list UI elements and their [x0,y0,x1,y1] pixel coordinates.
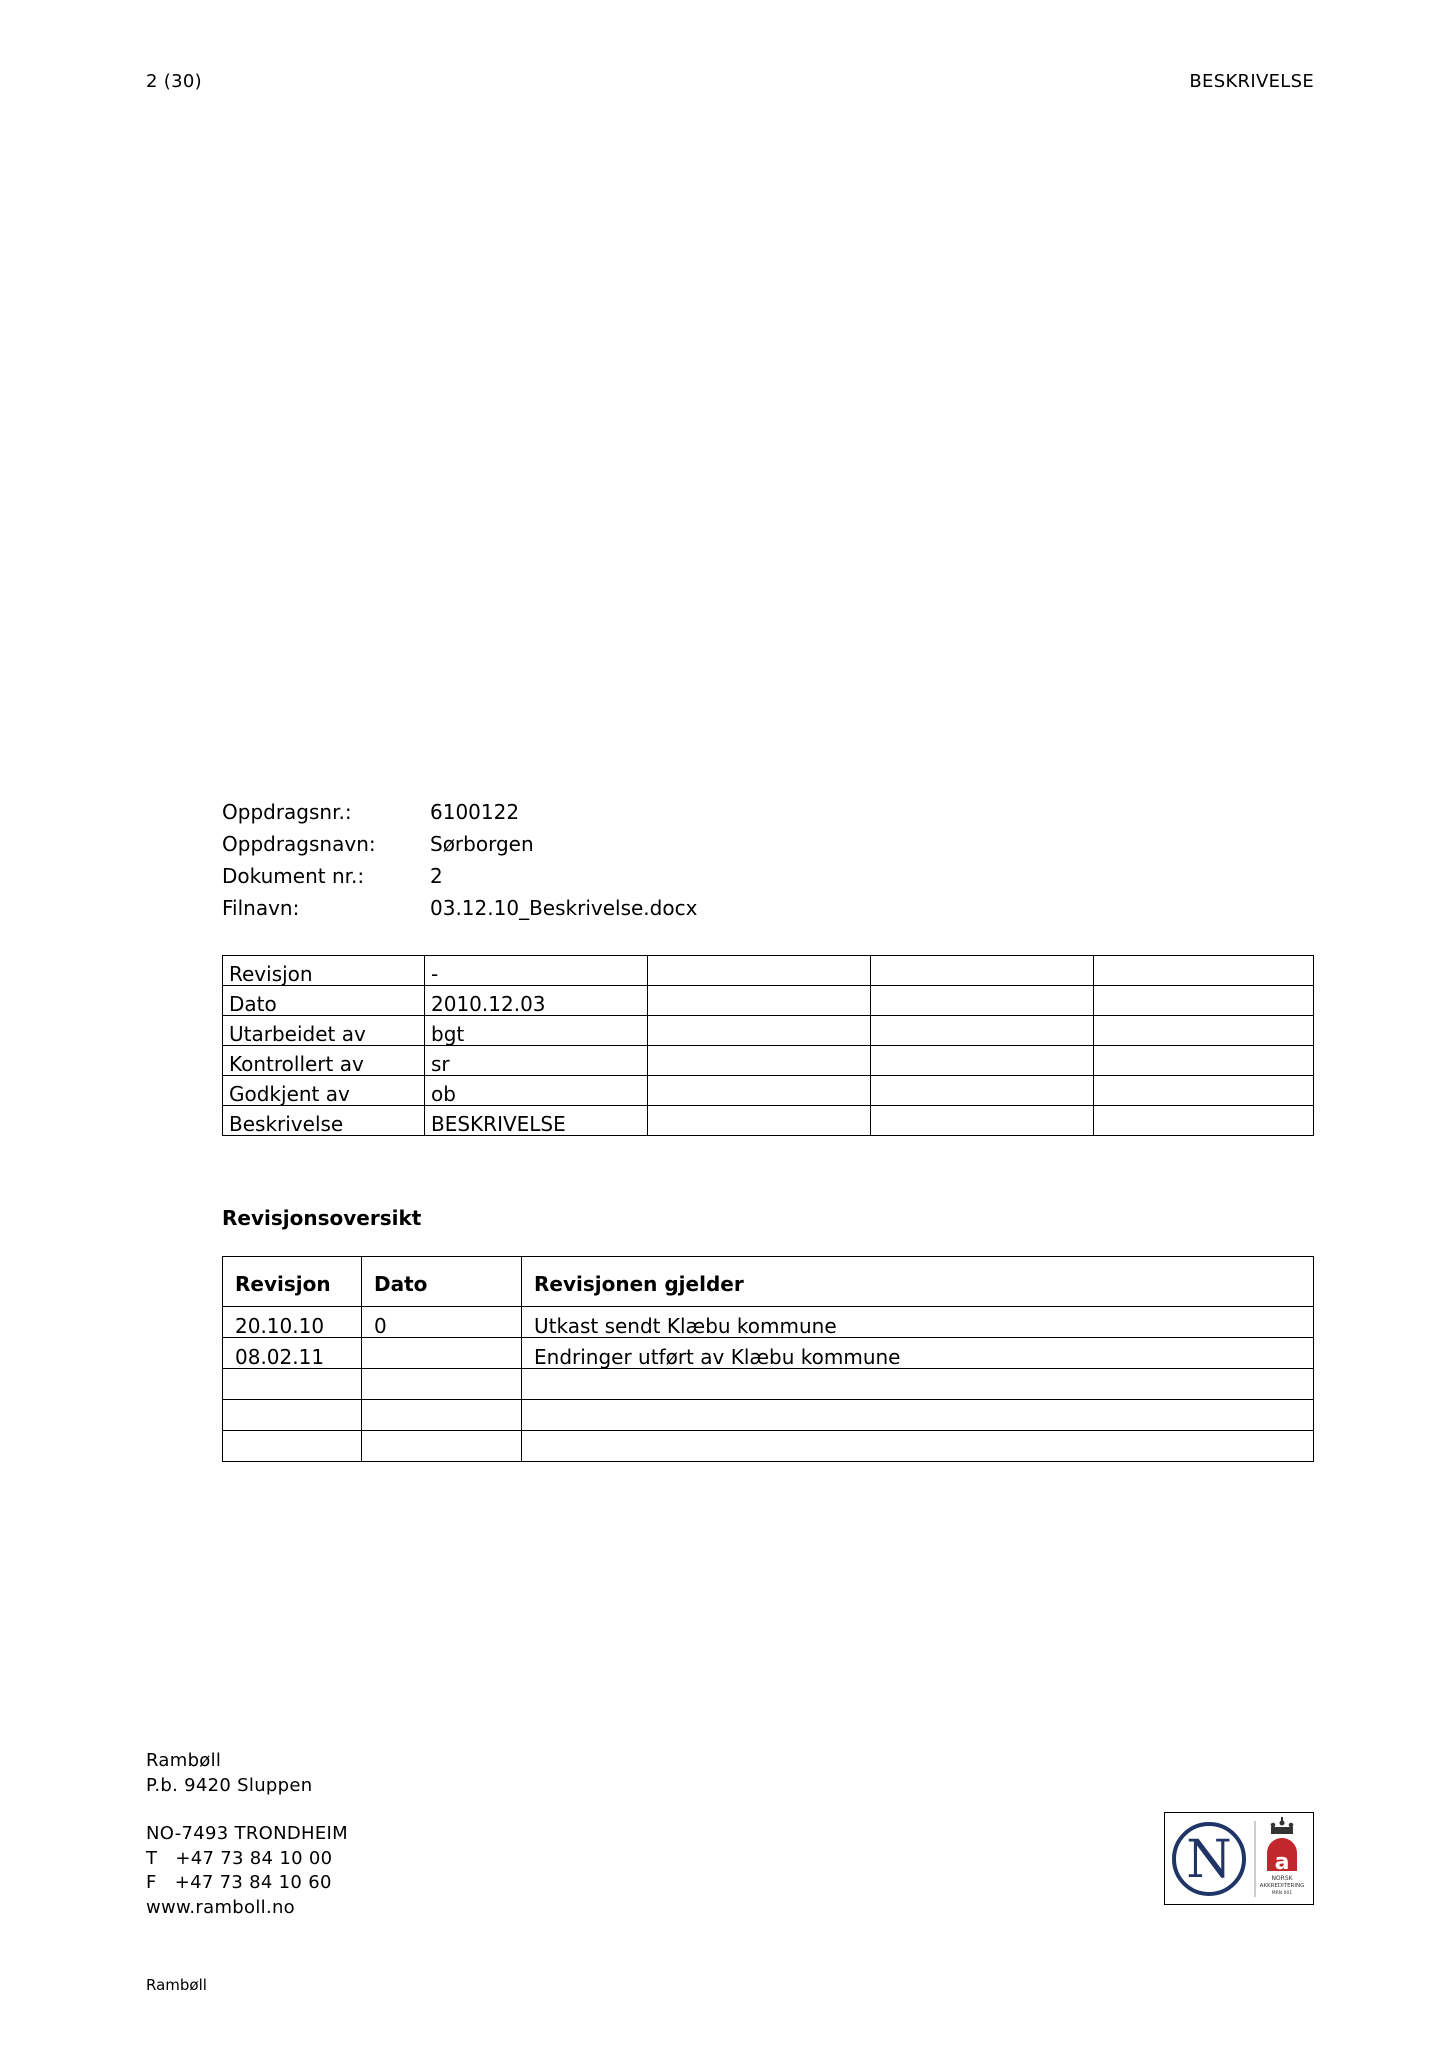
revision-table [222,955,1314,1136]
table-row [223,1369,1314,1400]
table-row [223,1046,1314,1076]
footer-address [146,1749,348,1920]
column-header: Revisjonen gjelder [522,1257,1314,1307]
revision-overview-table [222,1256,1314,1462]
logo-letter-n: N [1186,1830,1232,1890]
meta-row-oppdragsnr [222,800,697,832]
table-row [223,956,1314,986]
meta-value: Sørborgen [430,832,534,856]
table-row [223,1307,1314,1338]
logo-letter-a: a [1274,1850,1290,1875]
table-cell [871,986,1094,1016]
table-cell [871,1106,1094,1136]
column-header: Dato [362,1257,522,1307]
page-number: 2 (30) [146,71,202,92]
table-row [223,1338,1314,1369]
table-row [223,1106,1314,1136]
table-cell: 2010.12.03 [425,986,648,1016]
table-cell: Endringer utført av Klæbu kommune [522,1338,1314,1369]
table-cell: Kontrollert av [223,1046,425,1076]
table-cell [871,1016,1094,1046]
table-row [223,1076,1314,1106]
table-cell [1094,956,1314,986]
meta-label: Oppdragsnr.: [222,800,352,824]
logo-text-line1: NORSK [1271,1875,1293,1882]
table-cell: BESKRIVELSE [425,1106,648,1136]
table-cell [223,1369,362,1400]
meta-row-dokument-nr [222,864,697,896]
table-cell: 0 [362,1307,522,1338]
table-cell [362,1369,522,1400]
table-cell [1094,1106,1314,1136]
meta-label: Dokument nr.: [222,864,365,888]
meta-value: 03.12.10_Beskrivelse.docx [430,896,698,920]
table-row [223,1431,1314,1462]
table-cell: - [425,956,648,986]
meta-label: Oppdragsnavn: [222,832,376,856]
table-cell: Revisjon [223,956,425,986]
logo-text-line3: MRN 001 [1271,1891,1293,1896]
website-link[interactable]: www.ramboll.no [146,1896,295,1918]
logo-text-line2: AKKREDITERING [1259,1883,1305,1889]
table-cell [522,1431,1314,1462]
table-cell: bgt [425,1016,648,1046]
city: NO-7493 TRONDHEIM [146,1823,349,1844]
table-cell: 08.02.11 [223,1338,362,1369]
phone: T +47 73 84 10 00 [146,1847,333,1869]
table-cell [648,1106,871,1136]
document-type-label: BESKRIVELSE [1189,71,1314,92]
table-cell: ob [425,1076,648,1106]
norsk-akkreditering-logo-icon [1165,1813,1313,1904]
meta-value: 6100122 [430,800,520,824]
fax: F +47 73 84 10 60 [146,1872,332,1893]
table-cell [223,1431,362,1462]
table-cell [362,1338,522,1369]
table-cell [648,1076,871,1106]
table-header-row [223,1257,1314,1307]
table-row [223,986,1314,1016]
table-cell [648,986,871,1016]
table-cell [1094,1076,1314,1106]
table-cell [223,1400,362,1431]
table-cell: sr [425,1046,648,1076]
table-cell: Godkjent av [223,1076,425,1106]
meta-row-filnavn [222,896,697,928]
table-row [223,1400,1314,1431]
table-cell [1094,1046,1314,1076]
table-cell: 20.10.10 [223,1307,362,1338]
table-cell [1094,1016,1314,1046]
meta-value: 2 [430,864,443,888]
table-cell [871,956,1094,986]
table-cell [522,1369,1314,1400]
table-cell: Dato [223,986,425,1016]
po-box: P.b. 9420 Sluppen [146,1774,313,1796]
table-cell [1094,986,1314,1016]
table-cell [362,1400,522,1431]
meta-row-oppdragsnavn [222,832,697,864]
footer-company: Rambøll [146,1976,207,1994]
company-name: Rambøll [146,1750,222,1771]
table-cell [362,1431,522,1462]
revision-overview-title: Revisjonsoversikt [222,1206,422,1230]
table-cell [871,1076,1094,1106]
table-cell [648,956,871,986]
table-cell: Utkast sendt Klæbu kommune [522,1307,1314,1338]
project-metadata [222,800,697,928]
table-cell [648,1016,871,1046]
table-row [223,1016,1314,1046]
meta-label: Filnavn: [222,896,300,920]
table-cell: Beskrivelse [223,1106,425,1136]
table-cell [648,1046,871,1076]
accreditation-logo [1164,1812,1314,1905]
table-cell [522,1400,1314,1431]
column-header: Revisjon [223,1257,362,1307]
table-cell [871,1046,1094,1076]
table-cell: Utarbeidet av [223,1016,425,1046]
